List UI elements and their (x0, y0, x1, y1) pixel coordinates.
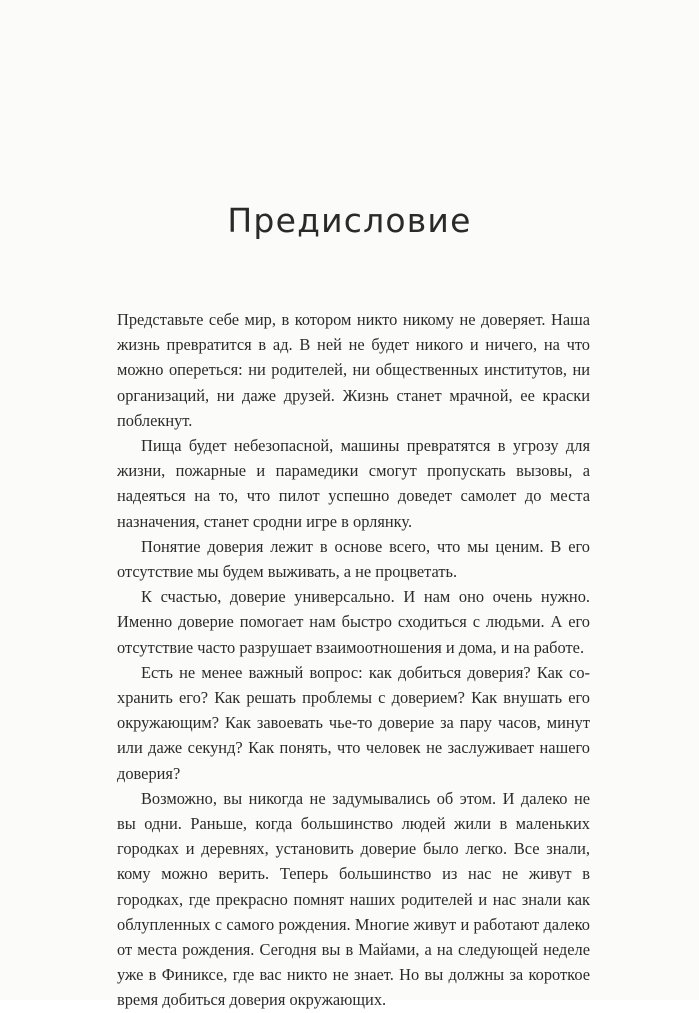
paragraph-2: Пища будет небезопасной, машины превратятся в угрозу для жизни, пожарные и парамедики смогут пропускать вызовы, а надеяться на то, что пилот успешно доведет самолет до места назначения, станет сродни игре в орлянку. (117, 436, 590, 531)
body-text (117, 307, 590, 1013)
paragraph-1: Представьте себе мир, в котором никто никому не доверяет. Наша жизнь превратится в ад. В ней не будет никого и ничего, на что можно опереться: ни родителей, ни общественных институтов, ни организаций, ни даже друзей. Жизнь станет мрачной, ее краски поблекнут. (117, 310, 590, 430)
paragraph-3: Понятие доверия лежит в основе всего, что мы ценим. В его отсутствие мы будем выживать, а не процветать. (117, 536, 590, 582)
paragraph-6: Возможно, вы никогда не задумывались об этом. И далеко не вы одни. Раньше, когда большинство людей жили в маленьких городках и деревнях, установить доверие было легко. Все знали, кому можно верить. Теперь большинство из нас не живут в городках, где прекрасно помнят наших родителей и нас знали как облупленных с самого рождения. Многие живут и работают далеко от места рождения. Сегодня вы в Майами, а на следующей неделе уже в Финиксе, где вас никто не знает. Но вы должны за короткое время добиться доверия окружающих. (117, 788, 590, 1010)
chapter-title: Предисловие (227, 201, 472, 240)
paragraph-5: Есть не менее важный вопрос: как добиться доверия? Как сохранить его? Как решать проблемы с доверием? Как внушать его окружающим? Как завоевать чье-то доверие за пару часов, минут или даже секунд? Как понять, что человек не заслуживает нашего доверия? (117, 662, 590, 783)
paragraph-4: К счастью, доверие универсально. И нам оно очень нужно. Именно доверие помогает нам быстро сходиться с людьми. А его отсутствие часто разрушает взаимоотношения и дома, и на работе. (117, 587, 590, 657)
